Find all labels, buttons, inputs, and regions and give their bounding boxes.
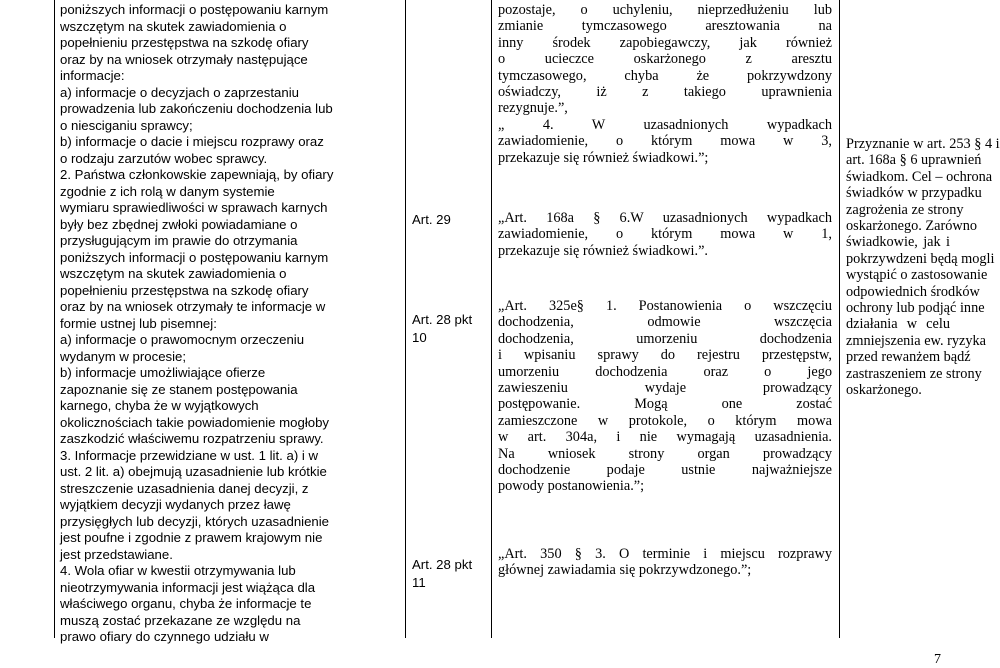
text-line: wymiaru sprawiedliwości w sprawach karnych — [60, 200, 328, 215]
text-line: b) informacje umożliwiające ofierze — [60, 365, 266, 380]
comparison-table — [54, 0, 1000, 644]
text-line: postępowanie. Mogą one zostać — [498, 396, 832, 413]
text-line: zawiadomienie, o którym mowa w 1, — [498, 226, 832, 243]
page-number: 7 — [934, 652, 941, 667]
text-line: informacje: — [60, 68, 125, 83]
text-line: oraz by na wniosek otrzymały te informacje w — [60, 299, 326, 314]
text-line: popełnieniu przestępstwa na szkodę ofiary — [60, 282, 309, 298]
text-line: formie ustnej lub pisemnej: — [60, 315, 217, 331]
text-line: nieotrzymywania informacji jest wiążąca dla — [60, 579, 316, 595]
text-line: okolicznościach takie powiadomienie mogłoby — [60, 414, 330, 430]
text-line: „Art. 325e§ 1. Postanowienia o wszczęciu — [498, 298, 832, 314]
text-line: a) informacje o prawomocnym orzeczeniu — [60, 332, 305, 347]
text-line: a) informacje o decyzjach o zaprzestaniu — [60, 84, 299, 100]
text-line: właściwego organu, chyba że informacje te — [60, 596, 312, 611]
text-line: zagrożenia ze strony — [846, 201, 964, 218]
text-line: zmniejszenia ew. ryzyka — [846, 332, 986, 349]
text-line: zastraszeniem ze strony — [846, 365, 982, 382]
text-line: wydanym w procesie; — [60, 348, 187, 364]
text-line: ochrony lub podjąć inne — [846, 300, 985, 316]
text-line: świadkom. Cel – ochrona — [846, 168, 993, 185]
text-line: 10 — [412, 330, 427, 345]
text-line: 3. Informacje przewidziane w ust. 1 lit. a) i w — [60, 447, 318, 463]
text-line: jest przedstawiane. — [60, 546, 173, 562]
article-reference-column — [406, 0, 492, 638]
text-line: o ucieczce oskarżonego z aresztu — [498, 51, 832, 68]
text-line: karnego, chyba że w wyjątkowych — [60, 398, 259, 413]
text-line: przysięgłych lub decyzji, których uzasadnienie — [60, 513, 330, 529]
text-line: dochodzenia, odmowie wszczęcia — [498, 314, 832, 331]
text-line: zgodnie z ich rolą w danym systemie — [60, 183, 275, 199]
text-line: i wpisaniu sprawy do rejestru przestępstw, — [498, 347, 832, 364]
text-line: głównej zawiadamia się pokrzywdzonego.”; — [498, 562, 752, 579]
text-line: jest poufne i zgodnie z prawem krajowym nie — [60, 530, 323, 545]
text-line: zmianie tymczasowego aresztowania na — [498, 18, 832, 35]
text-line: 11 — [412, 575, 426, 590]
amendment-text-column — [492, 0, 840, 638]
text-line: rezygnuje.”, — [498, 100, 568, 117]
text-line: muszą zostać przekazane ze względu na — [60, 612, 301, 628]
text-line: o niesciganiu sprawcy; — [60, 117, 193, 133]
text-line: wszczętym na skutek zawiadomienia o — [60, 266, 287, 281]
text-line: Art. 28 pkt — [412, 557, 473, 572]
text-line: zamieszczone w protokole, o którym mowa — [498, 412, 832, 429]
text-line: odpowiednich środków — [846, 283, 980, 300]
text-line: świadków w przypadku — [846, 185, 982, 202]
text-line: oskarżonego. Zarówno — [846, 218, 978, 234]
text-line: „Art. 350 § 3. O terminie i miejscu rozprawy — [498, 546, 832, 562]
text-line: poniższych informacji o postępowaniu karnym — [60, 2, 329, 17]
text-line: zapoznanie się ze stanem postępowania — [60, 381, 298, 397]
text-line: zaszkodzić właściwemu rozpatrzeniu sprawy. — [60, 431, 324, 446]
text-line: wyjątkiem decyzji wydanych przez ławę — [60, 497, 291, 512]
text-line: oświadczy, iż z takiego uprawnienia — [498, 84, 832, 100]
text-line: powody postanowienia.”; — [498, 478, 645, 495]
text-line: tymczasowego, chyba że pokrzywdzony — [498, 67, 832, 84]
text-line: o rodzaju zarzutów wobec sprawcy. — [60, 150, 268, 166]
text-line: oskarżonego. — [846, 382, 922, 398]
text-line: przekazuje się również świadkowi.”. — [498, 242, 708, 259]
text-line: 4. Wola ofiar w kwestii otrzymywania lub — [60, 563, 296, 578]
text-line: świadkowie, jak i — [846, 234, 950, 251]
text-line: zawiadomienie, o którym mowa w 3, — [498, 133, 832, 150]
text-line: poniższych informacji o postępowaniu karnym — [60, 249, 329, 265]
text-line: wystąpić o zastosowanie — [846, 267, 988, 284]
text-line: Przyznanie w art. 253 § 4 i — [846, 136, 1000, 152]
directive-text-column — [54, 0, 406, 644]
text-line: Art. 28 pkt — [412, 312, 473, 327]
text-line: zawieszeniu wydaje prowadzący — [498, 380, 832, 396]
text-line: Art. 29 — [412, 212, 451, 227]
text-line: dochodzenie podaje ustnie najważniejsze — [498, 462, 832, 478]
text-line: 2. Państwa członkowskie zapewniają, by ofiary — [60, 167, 334, 182]
text-line: prawo ofiary do czynnego udziału w — [60, 629, 269, 644]
text-line: przed rewanżem bądź — [846, 349, 971, 366]
justification-column — [840, 0, 1000, 638]
text-line: oraz by na wniosek otrzymały następujące — [60, 51, 308, 67]
text-line: „ 4. W uzasadnionych wypadkach — [498, 116, 832, 133]
text-line: art. 168a § 6 uprawnień — [846, 152, 982, 169]
text-line: popełnieniu przestępstwa na szkodę ofiary — [60, 35, 309, 50]
text-line: streszczenie uzasadnienia danej decyzji, z — [60, 480, 309, 496]
text-line: przekazuje się również świadkowi.”; — [498, 149, 709, 166]
text-line: b) informacje o dacie i miejscu rozprawy oraz — [60, 134, 324, 149]
text-line: umorzeniu dochodzenia oraz o jego — [498, 363, 832, 380]
text-line: prowadzenia lub zakończeniu dochodzenia lub — [60, 101, 333, 116]
text-line: wszczętym na skutek zawiadomienia o — [60, 18, 287, 34]
text-line: przysługującym im prawie do otrzymania — [60, 233, 298, 248]
text-line: „Art. 168a § 6.W uzasadnionych wypadkach — [498, 210, 832, 226]
text-line: były bez zbędnej zwłoki powiadamiane o — [60, 216, 298, 232]
text-line: pokrzywdzeni będą mogli — [846, 250, 995, 267]
text-line: działania w celu — [846, 316, 950, 333]
text-line: ust. 2 lit. a) obejmują uzasadnienie lub krótkie — [60, 464, 327, 479]
text-line: w art. 304a, i nie wymagają uzasadnienia. — [498, 429, 832, 446]
text-line: Na wniosek strony organ prowadzący — [498, 445, 832, 462]
text-line: inny środek zapobiegawczy, jak również — [498, 34, 832, 51]
text-line: dochodzenia, umorzeniu dochodzenia — [498, 330, 832, 347]
text-line: pozostaje, o uchyleniu, nieprzedłużeniu lub — [498, 2, 832, 18]
